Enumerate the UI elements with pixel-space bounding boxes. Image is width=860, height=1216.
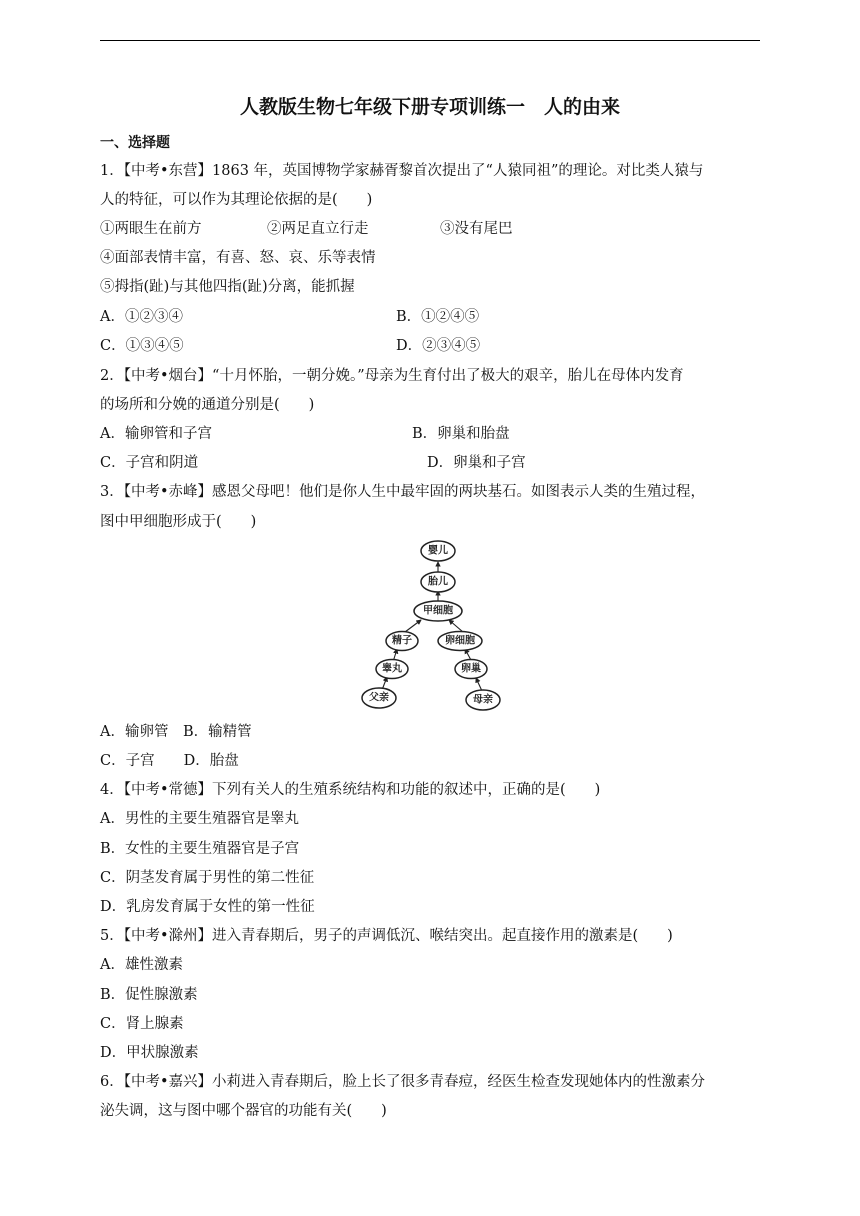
q1-item-5: ⑤拇指(趾)与其他四指(趾)分离，能抓握 xyxy=(100,279,355,295)
q6-stem-line2: 泌失调，这与图中哪个器官的功能有关( ) xyxy=(100,1103,387,1119)
q5-stem: 5．【中考•滁州】进入青春期后，男子的声调低沉、喉结突出。起直接作用的激素是( ) xyxy=(100,928,673,944)
q3-options-cd: C．子宫 D．胎盘 xyxy=(100,753,239,769)
q5-option-b: B．促性腺激素 xyxy=(100,987,198,1003)
label-mother: 母亲 xyxy=(473,694,493,706)
q1-option-a: A．①②③④ xyxy=(100,309,183,325)
q1-item-1: ①两眼生在前方 xyxy=(100,221,202,237)
q1-stem-line2: 人的特征，可以作为其理论依据的是( ) xyxy=(100,192,373,208)
q4-option-d: D．乳房发育属于女性的第一性征 xyxy=(100,899,315,915)
q5-option-a: A．雄性激素 xyxy=(100,957,183,973)
label-sperm: 精子 xyxy=(392,635,412,647)
label-ovary: 卵巢 xyxy=(461,663,481,675)
q4-option-c: C．阴茎发育属于男性的第二性征 xyxy=(100,870,315,886)
label-egg: 卵细胞 xyxy=(445,635,475,647)
label-baby: 婴儿 xyxy=(428,545,448,557)
arrow-mother-to-ovary xyxy=(476,678,482,691)
q2-option-a: A．输卵管和子宫 xyxy=(100,426,212,442)
page-title: 人教版生物七年级下册专项训练一 人的由来 xyxy=(239,96,620,118)
q5-option-d: D．甲状腺激素 xyxy=(100,1045,199,1061)
q3-stem-line1: 3．【中考•赤峰】感恩父母吧！他们是你人生中最牢固的两块基石。如图表示人类的生殖过程， xyxy=(100,484,706,500)
q3-options-ab: A．输卵管 B．输精管 xyxy=(100,724,252,740)
q1-item-3: ③没有尾巴 xyxy=(440,221,513,237)
section-heading: 一、选择题 xyxy=(100,135,170,151)
arrow-sperm-to-cell xyxy=(405,620,421,632)
q1-stem-line1: 1．【中考•东营】1863 年，英国博物学家赫胥黎首次提出了“人猿同祖”的理论。对比类人猿与 xyxy=(100,163,704,179)
q6-stem-line1: 6．【中考•嘉兴】小莉进入青春期后，脸上长了很多青春痘，经医生检查发现她体内的性激素分 xyxy=(100,1074,706,1090)
label-fetus: 胎儿 xyxy=(428,576,448,588)
q2-option-c: C．子宫和阴道 xyxy=(100,455,199,471)
q2-stem-line2: 的场所和分娩的通道分别是( ) xyxy=(100,397,315,413)
q3-stem-line2: 图中甲细胞形成于( ) xyxy=(100,514,257,530)
arrow-egg-to-cell xyxy=(449,620,463,632)
q1-item-4: ④面部表情丰富，有喜、怒、哀、乐等表情 xyxy=(100,250,376,266)
q5-option-c: C．肾上腺素 xyxy=(100,1016,184,1032)
q1-option-d: D．②③④⑤ xyxy=(396,338,481,354)
label-testis: 睾丸 xyxy=(382,663,402,675)
q1-option-b: B．①②④⑤ xyxy=(396,309,480,325)
q2-stem-line1: 2．【中考•烟台】“十月怀胎，一朝分娩。”母亲为生育付出了极大的艰辛，胎儿在母体内发育 xyxy=(100,368,684,384)
reproduction-diagram xyxy=(355,538,505,713)
label-father: 父亲 xyxy=(369,692,389,704)
q4-option-a: A．男性的主要生殖器官是睾丸 xyxy=(100,811,299,827)
q1-item-2: ②两足直立行走 xyxy=(267,221,369,237)
q4-stem: 4．【中考•常德】下列有关人的生殖系统结构和功能的叙述中，正确的是( ) xyxy=(100,782,601,798)
q4-option-b: B．女性的主要生殖器官是子宫 xyxy=(100,841,300,857)
label-cell: 甲细胞 xyxy=(423,605,453,617)
q2-option-b: B．卵巢和胎盘 xyxy=(412,426,510,442)
q2-option-d: D．卵巢和子宫 xyxy=(427,455,526,471)
q1-option-c: C．①③④⑤ xyxy=(100,338,184,354)
header-rule xyxy=(100,40,760,41)
